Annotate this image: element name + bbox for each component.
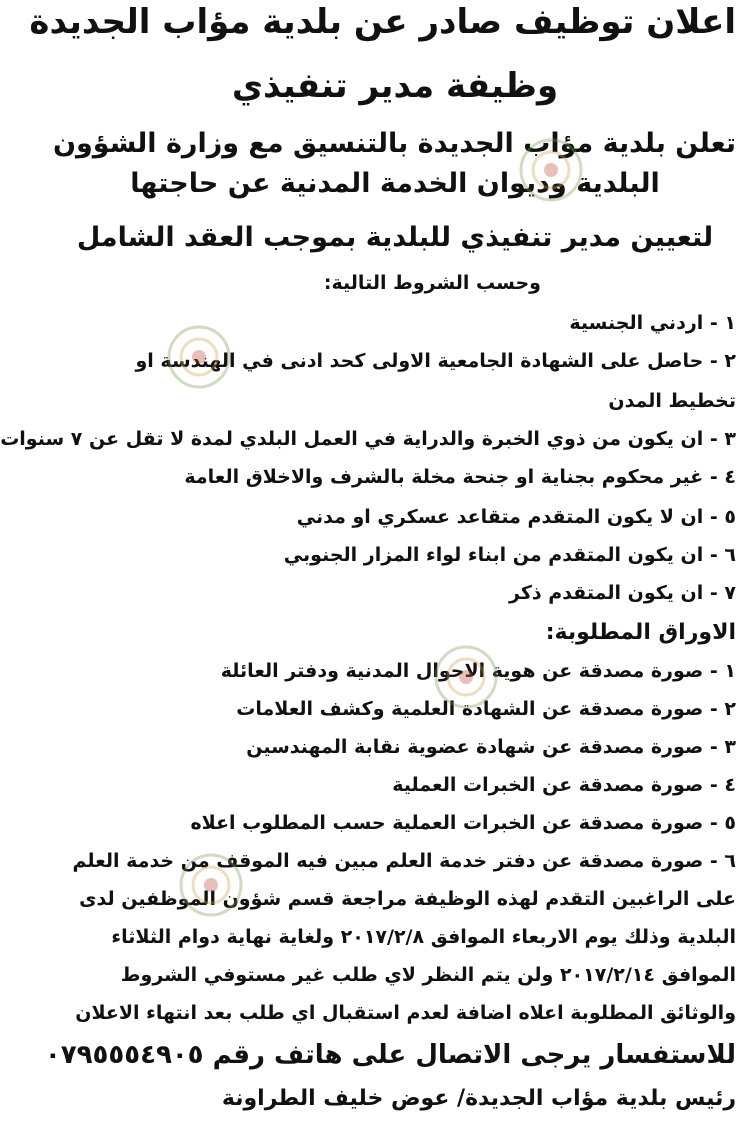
condition-item: ٥ - ان لا يكون المتقدم متقاعد عسكري او مدني <box>296 506 736 528</box>
conditions-intro: وحسب الشروط التالية: <box>323 272 541 294</box>
instructions-line: على الراغبين التقدم لهذه الوظيفة مراجعة قسم شؤون الموظفين لدى <box>79 888 736 910</box>
paper-item: ٤ - صورة مصدقة عن الخبرات العملية <box>392 774 736 796</box>
instructions-line: الموافق ٢٠١٧/٢/١٤ ولن يتم النظر لاي طلب غير مستوفي الشروط <box>120 964 736 986</box>
intro-line-1: تعلن بلدية مؤاب الجديدة بالتنسيق مع وزارة الشؤون <box>52 128 736 159</box>
intro-line-2: البلدية وديوان الخدمة المدنية عن حاجتها <box>130 168 660 199</box>
signature-line: رئيس بلدية مؤاب الجديدة/ عوض خليف الطراونة <box>221 1086 736 1111</box>
paper-item: ٣ - صورة مصدقة عن شهادة عضوية نقابة المهندسين <box>246 736 736 758</box>
announcement-title: اعلان توظيف صادر عن بلدية مؤاب الجديدة <box>29 2 736 42</box>
appointment-line: لتعيين مدير تنفيذي للبلدية بموجب العقد الشامل <box>76 222 714 253</box>
papers-heading: الاوراق المطلوبة: <box>545 620 736 645</box>
contact-line: للاستفسار يرجى الاتصال على هاتف رقم ٠٧٩٥٥٥٤٩٠٥ <box>44 1040 736 1070</box>
job-title: وظيفة مدير تنفيذي <box>231 66 559 106</box>
instructions-line: البلدية وذلك يوم الاربعاء الموافق ٢٠١٧/٢/٨ ولغاية نهاية دوام الثلاثاء <box>111 926 736 948</box>
condition-item: ٧ - ان يكون المتقدم ذكر <box>509 582 736 604</box>
condition-item: ٤ - غير محكوم بجناية او جنحة مخلة بالشرف والاخلاق العامة <box>184 466 736 488</box>
condition-item: ١ - اردني الجنسية <box>569 312 736 334</box>
paper-item: ٥ - صورة مصدقة عن الخبرات العملية حسب المطلوب اعلاه <box>190 812 736 834</box>
paper-item: ١ - صورة مصدقة عن هوية الاحوال المدنية ودفتر العائلة <box>220 660 736 682</box>
condition-item-continued: تخطيط المدن <box>608 390 736 412</box>
paper-item: ٦ - صورة مصدقة عن دفتر خدمة العلم مبين فيه الموقف من خدمة العلم <box>72 850 736 872</box>
condition-item: ٢ - حاصل على الشهادة الجامعية الاولى كحد ادنى في الهندسة او <box>135 350 736 372</box>
instructions-line: والوثائق المطلوبة اعلاه اضافة لعدم استقبال اي طلب بعد انتهاء الاعلان <box>75 1002 736 1024</box>
condition-item: ٦ - ان يكون المتقدم من ابناء لواء المزار الجنوبي <box>283 544 736 566</box>
paper-item: ٢ - صورة مصدقة عن الشهادة العلمية وكشف العلامات <box>236 698 736 720</box>
condition-item: ٣ - ان يكون من ذوي الخبرة والدراية في العمل البلدي لمدة لا تقل عن ٧ سنوات <box>0 428 736 450</box>
